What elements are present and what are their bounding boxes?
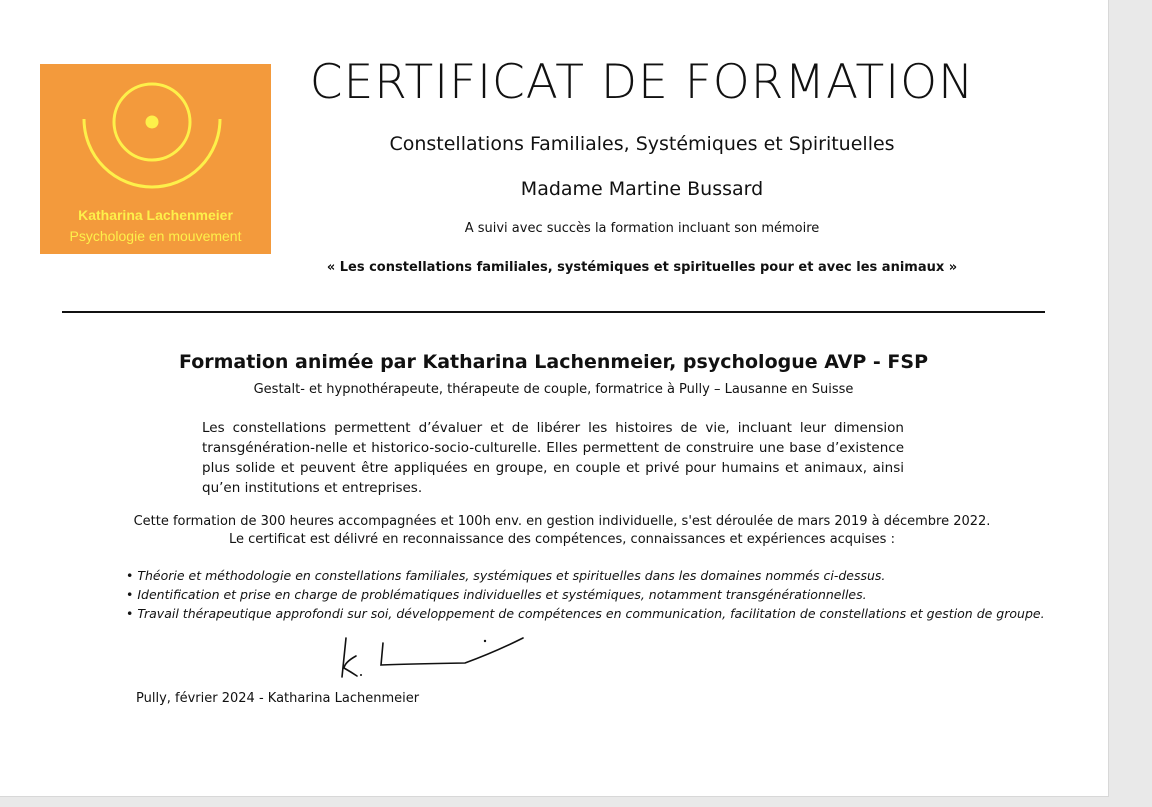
training-description: Les constellations permettent d’évaluer et de libérer les histoires de vie, incluant leur dimension transgénération-nelle et historico-socio-culturelle. Elles permettent de construire une base d’existence plus solide et peuvent être appliquées en groupe, en couple et privé pour humains et animaux, ainsi qu’en institutions et entreprises.	[202, 420, 904, 496]
logo-tagline: Psychologie en mouvement	[69, 228, 242, 244]
thesis-title: « Les constellations familiales, systémiques et spirituelles pour et avec les animaux »	[326, 260, 958, 275]
training-hours	[62, 513, 1062, 549]
logo-name: Katharina Lachenmeier	[78, 207, 233, 223]
sun-symbol-icon	[40, 64, 271, 254]
place-and-date: Pully, février 2024 - Katharina Lachenmeier	[136, 691, 420, 706]
signature-icon	[335, 630, 535, 685]
competency-item: • Théorie et méthodologie en constellations familiales, systémiques et spirituelles dans les domaines nommés ci-dessus.	[126, 568, 886, 583]
certificate-subtitle: Constellations Familiales, Systémiques et Spirituelles	[389, 133, 895, 155]
recipient-name: Madame Martine Bussard	[520, 178, 764, 200]
success-statement: A suivi avec succès la formation incluant son mémoire	[464, 221, 820, 236]
competencies-list	[126, 566, 1076, 623]
hours-line: Cette formation de 300 heures accompagnées et 100h env. en gestion individuelle, s'est déroulée de mars 2019 à décembre 2022.	[133, 514, 991, 529]
handwritten-signature	[335, 630, 535, 689]
competency-item: • Travail thérapeutique approfondi sur soi, développement de compétences en communication, facilitation de constellations et gestion de groupe.	[126, 606, 1045, 621]
competency-item: • Identification et prise en charge de problématiques individuelles et systémiques, notamment transgénérationnelles.	[126, 587, 867, 602]
recognition-line: Le certificat est délivré en reconnaissance des compétences, connaissances et expériences acquises :	[229, 532, 895, 547]
section-divider	[62, 311, 1045, 313]
organization-logo	[40, 64, 271, 254]
trainer-heading: Formation animée par Katharina Lachenmeier, psychologue AVP - FSP	[178, 351, 928, 373]
certificate-title: CERTIFICAT DE FORMATION	[309, 55, 975, 110]
trainer-description: Gestalt- et hypnothérapeute, thérapeute de couple, formatrice à Pully – Lausanne en Suisse	[253, 382, 854, 397]
